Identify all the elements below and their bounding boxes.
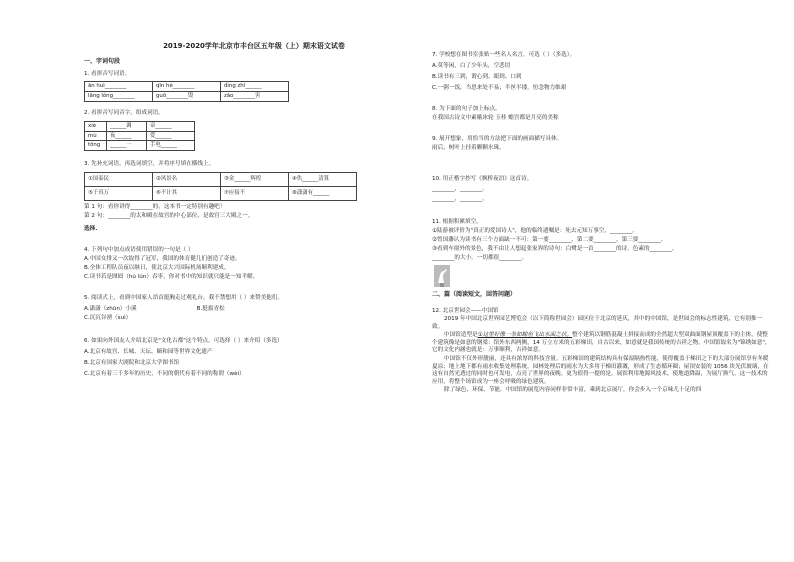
q2-cell[interactable]: 爱______ xyxy=(147,131,195,141)
q12-paragraph-2 xyxy=(432,332,772,355)
q12-paragraph-1: 2019 年中国北京世界园艺博览会（以下简称世园会）园区位于北京的延庆，其中的中国馆，是世园会的标志性建筑，它有别推一致。 xyxy=(432,316,763,330)
q1-grid xyxy=(84,81,289,102)
q2-pinyin: mù xyxy=(85,131,107,141)
q1-cell[interactable]: zāo________害 xyxy=(221,92,289,102)
q5-prompt: 5. 阅读式上，看到中国家人昂首挺胸走过观礼台，我不禁想用（ ）来赞美他们。 xyxy=(84,295,284,302)
q8-text: 在我国古诗文中素娥冰轮 玉桂 蟾宫都是月亮的美称 xyxy=(432,114,559,121)
q1-prompt: 1. 看拼音写词语。 xyxy=(84,70,131,77)
q7-option-b[interactable]: B.读书有三到，谓心到、眼到、口到 xyxy=(432,73,522,80)
q5-option-a[interactable]: A.潇潇（zhūn）小溪 xyxy=(84,306,137,313)
q11-prompt: 11. 根据积累填空。 xyxy=(432,218,482,225)
q3-prompt: 3. 先补充词语，再选词填空，并将序号填在横线上。 xyxy=(84,161,215,168)
q3-note: 选择. xyxy=(84,226,98,233)
q10-prompt: 10. 用正楷字抄写《枫桥夜泊》这首诗。 xyxy=(432,175,533,182)
q4-prompt: 4. 下列句中加点成语使用错误的一句是（ ） xyxy=(84,247,194,254)
q12-paragraph-3: 中国馆不仅外形靓丽，还具有浓厚的科技含量。五彩梯田的建筑结构具有保湿隔热性能，使得覆盖于梯田之下的大部分展馆享有冬暖夏凉；地上地下都有雨水收集处理系统，园林处理后的雨水为大多用于梯田灌溉，形成了生态循环圈；屋顶安装的 1056 块光伏玻璃，在这有自然光透过的同时也可发电，点亮了世界的夜晚。更为值得一提的是，展馆利用地源风技术，使地道降温，为展厅换气。这一技术的应用，将整个场馆成为一座会呼吸的绿色建筑。 xyxy=(432,355,769,385)
paper-title: 2019-2020学年北京市丰台区五年级（上）期末语文试卷 xyxy=(163,42,345,50)
q2-cell[interactable]: 帝______ xyxy=(147,121,195,131)
q6-option-a[interactable]: A.北京有故宫、长城、天坛、颐和园等世界文化遗产 xyxy=(84,349,213,356)
q4-option-c[interactable]: C.读书若是囫囵（hú lún）吞枣，你对书中的知识就只能是一知半解。 xyxy=(84,274,259,281)
right-column xyxy=(432,52,772,395)
left-column xyxy=(84,55,424,378)
q1-cell[interactable]: qīn hè________ xyxy=(153,82,221,92)
q3-cell[interactable]: ②风景名 xyxy=(153,173,221,187)
q2-cell[interactable]: ______调 xyxy=(107,121,147,131)
q1-cell[interactable]: ān huì________ xyxy=(85,82,153,92)
q2-pinyin: tōng xyxy=(85,141,107,151)
q9-prompt: 9. 展开想象，用恰当的方法把下面的画面描写具体。 xyxy=(432,135,563,142)
q5-option-c[interactable]: C.沉沉谷湧（suì） xyxy=(84,315,132,322)
q8-prompt: 8. 为下面的句子加上标点。 xyxy=(432,105,501,112)
q12-p2-lead: 中国馆造型是 xyxy=(444,332,478,339)
q3-cell[interactable]: ⑥不计其 xyxy=(153,187,221,201)
q2-prompt: 2. 看拼音写同音字，组成词语。 xyxy=(84,109,164,116)
q7-option-c[interactable]: C.一粥一饭，当思来处不易；半丝半缕，恒念物力维艰 xyxy=(432,84,567,91)
q3-grid xyxy=(84,172,357,201)
q7-option-a[interactable]: A.莫等闲，白了少年头，空悲切 xyxy=(432,62,511,69)
section-heading-1: 一、字词句段 xyxy=(84,58,121,65)
q3-cell[interactable]: ⑦应接不 xyxy=(221,187,289,201)
q2-grid xyxy=(84,121,195,151)
q6-option-b[interactable]: B.北京有国家大剧院和北京大学图书馆 xyxy=(84,360,180,367)
q4-option-a[interactable]: A.中国女排又一次取得了冠军，我国的体育健儿们创造了奇迹。 xyxy=(84,256,241,263)
q11-line-4: ________的大小，一切都很________。 xyxy=(432,254,528,261)
q11-line-3: ③看到车窗外的景色，我不由让人想起张家界的诗句：白鹭是一首________的诗。色素的________， xyxy=(432,245,678,252)
q3-line-2: 第 2 句：________的太和殿在故宫的中心部位，是故宫三大殿之一。 xyxy=(84,213,254,220)
q4-option-b[interactable]: B.全体工程队员夜以继日，使北京大兴国际机场顺利建成。 xyxy=(84,265,230,272)
q6-prompt: 6. 如果向外国友人介绍北京是"文化古都"这个特点，可选择（ ）来介绍（多选） xyxy=(84,338,283,345)
q3-line-1: 第 1 句：看你讲得________的，这本书一定特别有趣吧！ xyxy=(84,204,226,211)
q7-prompt: 7. 学校想在图书室张贴一些名人名言，可选（ ）（多选）。 xyxy=(432,52,576,58)
q3-cell[interactable]: ③金______辉煌 xyxy=(221,173,289,187)
q2-pinyin: xiè xyxy=(85,121,107,131)
q1-cell[interactable]: dìng zhī______ xyxy=(221,82,289,92)
q12-underlined-sentence: ①这里好像一条如鲸鱼飞出水面之状。 xyxy=(477,332,573,339)
q12-prompt: 12. 北京世园会——中国馆 xyxy=(432,308,499,315)
q2-cell[interactable]: 夜______ xyxy=(107,131,147,141)
q9-text: 雨后，树叶上挂着颗颗水珠。 xyxy=(432,144,505,151)
q10-line[interactable]: ________，________。 xyxy=(432,195,488,202)
q3-cell[interactable]: ⑤千真万 xyxy=(85,187,153,201)
q11-line-1: ①陆游被评价为"真正的爱国诗人"，他的临终遗嘱是：死去元知万事空，________。 xyxy=(432,227,638,234)
q1-cell[interactable]: guō________毁 xyxy=(153,92,221,102)
q3-cell[interactable]: ⑧潇潇有______ xyxy=(289,187,357,201)
q1-cell[interactable]: lǎng lǒng________ xyxy=(85,92,153,102)
egret-illustration xyxy=(434,265,450,287)
q2-cell[interactable]: ______一 xyxy=(107,141,147,151)
section-heading-2: 二、篇（阅读短文，回答问题） xyxy=(432,290,517,298)
q11-line-2: ②曾国藩认为读书有三个方面缺一不可：第一要________，第二要________，第三要________。 xyxy=(432,236,667,243)
q5-option-b[interactable]: B.挺拔青松 xyxy=(196,306,225,313)
q6-option-c[interactable]: C.北京有着三千多年的历史，不同的朝代有着不同的称谓（wèi） xyxy=(84,371,245,377)
q2-cell[interactable]: 手电______ xyxy=(147,141,195,151)
q10-line[interactable]: ________，________。 xyxy=(432,185,488,192)
q3-cell[interactable]: ①国泰民 xyxy=(85,173,153,187)
q12-paragraph-4: 除了绿色、环保、节能，中国馆的展览内容同样非常丰富，乘到北京展厅，你会步入一个京味儿十足的四 xyxy=(444,387,702,394)
q12-p2-rest: 整个建筑以钢筋混凝土拼接而成的全然超大型双曲面钢屋顶覆盖下的主体，使整个建筑像是如意的钢梁：馆外东西两侧，14 万立方米的五彩梯田，自古以来，如意就是我国传统的吉祥之物。中国馆取名为"锦绣如意"，它的文化内涵也就是：万事顺利，吉祥如意。 xyxy=(432,332,771,354)
q3-cell[interactable]: ④仇______清算 xyxy=(289,173,357,187)
